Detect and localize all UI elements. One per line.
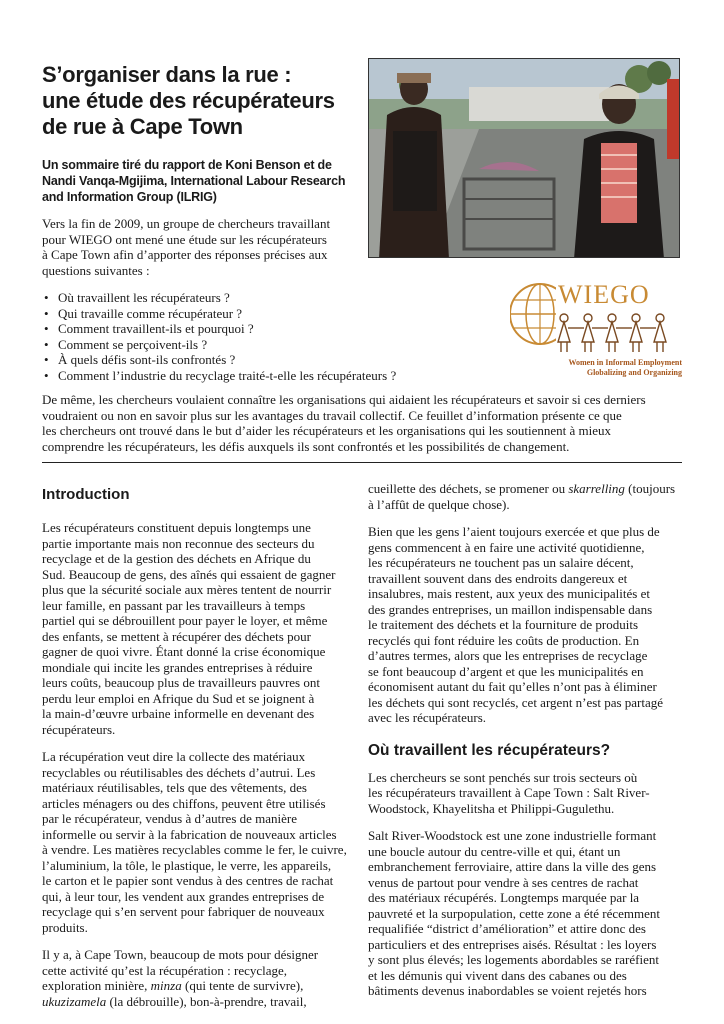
text-line: qui, à leur tour, les vendent aux grandes entreprises de xyxy=(42,888,325,904)
text-line: recyclables ou réutilisables des déchets d’autrui. Les xyxy=(42,764,316,780)
section-divider xyxy=(42,462,682,463)
text-line: à l’affût de quelque chose). xyxy=(368,496,510,512)
text-fragment: (toujours xyxy=(624,481,676,496)
text-line: des enfants, se mettent à récupérer des déchets pour xyxy=(42,628,311,644)
text-fragment: exploration minière, xyxy=(42,978,151,993)
text-line: par le récupérateur, vendus à d’autres de manière xyxy=(42,811,298,826)
paragraph xyxy=(42,947,342,1009)
questions-list xyxy=(42,290,422,383)
logo-tagline: Women in Informal Employment xyxy=(568,358,682,367)
subtitle xyxy=(42,157,362,205)
subtitle-line: and Information Group (ILRIG) xyxy=(42,190,217,204)
subtitle-line: Nandi Vanqa-Mgijima, International Labour Research xyxy=(42,174,346,188)
text-line: particuliers et des entreprises aisés. Résultat : les loyers xyxy=(368,936,657,952)
text-line: leurs coûts, beaucoup plus de travailleurs pauvres ont xyxy=(42,675,320,690)
photo-waste-pickers xyxy=(368,58,680,258)
text-line: Bien que les gens l’aient toujours exercée et que plus de xyxy=(368,524,660,539)
list-item: • Qui travaille comme récupérateur ? xyxy=(42,306,422,322)
paragraph xyxy=(368,481,686,512)
wiego-logo xyxy=(510,278,682,380)
text-line: une boucle autour du centre-ville et qui, étant un xyxy=(368,843,621,859)
text-line: avec les récupérateurs. xyxy=(368,710,487,725)
paragraph xyxy=(42,749,347,935)
text-line: matériaux réutilisables, tels que des vêtements, des xyxy=(42,780,307,795)
text-line: perdu leur emploi en Afrique du Sud et se joignent à xyxy=(42,690,315,706)
text-line: Sud. Beaucoup de gens, des aînés qui essaient de gagner xyxy=(42,566,336,582)
subtitle-line: Un sommaire tiré du rapport de Koni Benson et de xyxy=(42,158,332,172)
text-line: mondiale qui incite les grandes entreprises à réduire xyxy=(42,659,313,675)
text-line: gens commencent à en faire une activité quotidienne, xyxy=(368,539,645,555)
text-line: l’aluminium, la tôle, le plastique, le verre, les appareils, xyxy=(42,857,332,873)
intro-line: à Cape Town afin d’apporter des réponses précises aux xyxy=(42,247,328,262)
text-line: partiel qui se débrouillent pour payer le loyer, et même xyxy=(42,613,328,628)
text-line xyxy=(42,994,307,1009)
text-fragment: (qui tente de survivre), xyxy=(181,978,304,993)
summary-line: les chercheurs ont trouvé dans le but d’aider les récupérateurs et les organisations qui les soutiennent à mieux xyxy=(42,423,612,438)
text-line: Les récupérateurs constituent depuis longtemps une xyxy=(42,520,311,535)
italic-term: ukuzizamela xyxy=(42,993,107,1009)
text-line: les déchets qui sont recyclés, cet argent n’est pas partagé xyxy=(368,694,664,710)
text-line: pauvreté et la surpopulation, cette zone a été récemment xyxy=(368,905,660,921)
list-item: • À quels défis sont-ils confrontés ? xyxy=(42,352,422,368)
text-line: recyclage et de la gestion des déchets en Afrique du xyxy=(42,551,311,566)
text-line: informelle ou servir à la fabrication de nouveaux articles xyxy=(42,826,337,842)
text-line: se font beaucoup d’argent et que les municipalités en xyxy=(368,663,644,679)
text-line: d’autres termes, alors que les entreprises de recyclage xyxy=(368,648,648,663)
text-line: Woodstock, Khayelitsha et Philippi-Gugulethu. xyxy=(368,800,615,816)
text-line: des grandes entreprises, un maillon indispensable dans xyxy=(368,601,653,617)
intro-paragraph xyxy=(42,216,362,278)
logo-wordmark: WIEGO xyxy=(558,280,650,309)
list-item: • Comment se perçoivent-ils ? xyxy=(42,337,422,353)
text-line: et les démunis qui vivent dans des cabanes ou des xyxy=(368,967,627,983)
text-line: le traitement des déchets et la fourniture de produits xyxy=(368,617,639,632)
text-line: le carton et le papier sont vendus à des centres de rachat xyxy=(42,873,334,888)
list-item: • Comment l’industrie du recyclage traité-t-elle les récupérateurs ? xyxy=(42,368,422,384)
text-line: les récupérateurs ne touchent pas un salaire décent, xyxy=(368,555,634,570)
text-line xyxy=(368,481,675,496)
title-line: une étude des récupérateurs xyxy=(42,88,335,113)
globe-icon xyxy=(510,280,556,350)
intro-line: questions suivantes : xyxy=(42,262,150,278)
text-line: bâtiments devenus inabordables se voient rejetés hors xyxy=(368,983,647,998)
summary-line: voudraient ou non en savoir plus sur les avantages du travail collectif. Ce feuillet d’information présente ce que xyxy=(42,407,622,423)
intro-line: Vers la fin de 2009, un groupe de chercheurs travaillant xyxy=(42,216,331,231)
paragraph xyxy=(368,770,686,817)
text-line: recyclage qui s’en servent pour fabriquer de nouveaux xyxy=(42,904,325,919)
list-item: • Comment travaillent-ils et pourquoi ? xyxy=(42,321,422,337)
photo-illustration xyxy=(369,59,680,258)
text-line: cette activité qu’est la récupération : recyclage, xyxy=(42,962,288,978)
list-item: • Où travaillent les récupérateurs ? xyxy=(42,290,422,306)
text-line: embranchement ferroviaire, attire dans la ville des gens xyxy=(368,859,657,874)
text-fragment: (la débrouille), bon-à-prendre, travail, xyxy=(106,993,307,1009)
section-heading-where: Où travaillent les récupérateurs? xyxy=(368,741,611,759)
left-column xyxy=(42,480,347,1021)
text-line: gagner de quoi vivre. Étant donné la crise économique xyxy=(42,644,326,659)
text-line: articles ménagers ou des chiffons, peuvent être utilisés xyxy=(42,795,326,811)
paragraph xyxy=(368,828,686,999)
title-line: S’organiser dans la rue : xyxy=(42,62,292,87)
text-line: requalifiée “district d’amélioration” et attire donc des xyxy=(368,921,646,936)
text-line: récupérateurs. xyxy=(42,721,116,737)
text-fragment: cueillette des déchets, se promener ou xyxy=(368,481,569,496)
text-line: Salt River-Woodstock est une zone industrielle formant xyxy=(368,828,657,843)
text-line: y sont plus élevés; les logements abordables se raréfient xyxy=(368,952,659,967)
text-line: des matériaux récupérés. Longtemps marquée par la xyxy=(368,890,640,905)
text-line: recyclés qui font réduire les coûts de production. En xyxy=(368,632,640,648)
section-heading-introduction: Introduction xyxy=(42,486,130,503)
text-line: la main-d’œuvre urbaine informelle en devenant des xyxy=(42,706,315,721)
text-line: leur famille, en passant par les travailleurs à temps xyxy=(42,597,306,613)
text-line: Les chercheurs se sont penchés sur trois secteurs où xyxy=(368,769,638,785)
text-line: La récupération veut dire la collecte des matériaux xyxy=(42,749,306,764)
summary-line: comprendre les récupérateurs, les défis auxquels ils sont confrontés et les possibilités de changement. xyxy=(42,438,570,454)
text-line: partie importante mais non reconnue des secteurs du xyxy=(42,535,315,551)
paragraph xyxy=(368,524,686,726)
text-line: travaillent souvent dans des endroits dangereux et xyxy=(368,570,628,586)
text-line: à vendre. Les matières recyclables comme le fer, le cuivre, xyxy=(42,842,347,857)
italic-term: minza xyxy=(150,978,182,993)
summary-line: De même, les chercheurs voulaient connaître les organisations qui aidaient les récupérateurs et savoir si ces derniers xyxy=(42,392,646,407)
text-line: venus de partout pour vendre à ses centres de rachat xyxy=(368,874,639,890)
text-line: économisent autant du fait qu’elles n’ont pas à éliminer xyxy=(368,679,657,694)
text-line: insalubres, mais restent, aux yeux des municipalités et xyxy=(368,586,650,601)
text-line: plus que la sécurité sociale aux mères tentent de nourrir xyxy=(42,582,332,597)
page-title xyxy=(42,62,352,140)
text-line: Il y a, à Cape Town, beaucoup de mots pour désigner xyxy=(42,947,319,962)
text-line xyxy=(42,978,303,993)
italic-term: skarrelling xyxy=(568,481,625,496)
right-column xyxy=(368,481,686,1011)
title-line: de rue à Cape Town xyxy=(42,114,243,139)
summary-paragraph xyxy=(42,392,682,454)
paragraph xyxy=(42,520,342,737)
figures-icon xyxy=(554,312,682,356)
logo-tagline: Globalizing and Organizing xyxy=(586,368,682,377)
intro-line: pour WIEGO ont mené une étude sur les récupérateurs xyxy=(42,231,327,247)
text-line: produits. xyxy=(42,919,88,935)
text-line: les récupérateurs travaillent à Cape Town : Salt River- xyxy=(368,785,650,800)
